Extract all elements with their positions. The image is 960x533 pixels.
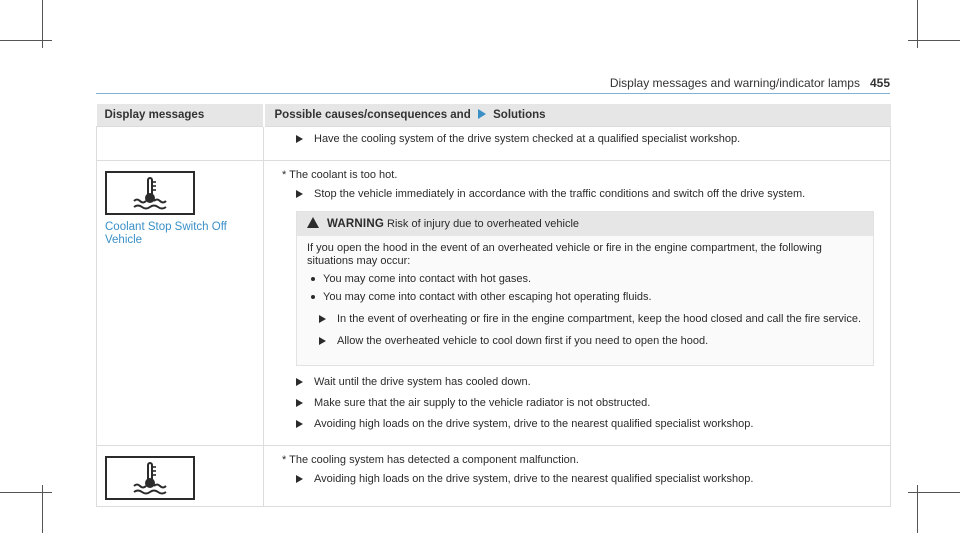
page-number: 455 — [869, 76, 890, 90]
table-header-row — [97, 104, 891, 127]
column-header-display-messages: Display messages — [97, 104, 264, 127]
cause-text: * The coolant is too hot. — [282, 169, 398, 181]
warning-body — [297, 236, 873, 365]
crop-mark — [908, 492, 960, 493]
table-row — [97, 446, 891, 507]
page-header-title: Display messages and warning/indicator lamps — [609, 76, 860, 90]
crop-mark — [0, 492, 52, 493]
solution-step: Stop the vehicle immediately in accordance with the traffic conditions and switch off the drive system. — [274, 188, 882, 201]
list-item: You may come into contact with other escaping hot operating fluids. — [307, 291, 863, 304]
warning-step: In the event of overheating or fire in the engine compartment, keep the hood closed and call the fire service. — [307, 313, 863, 326]
column-header-causes-solutions — [264, 104, 891, 127]
column-header-causes-text: Possible causes/consequences and — [274, 109, 471, 121]
header-rule — [96, 93, 890, 94]
display-message-text: Coolant Stop Switch Off Vehicle — [105, 221, 227, 246]
solutions-arrow-icon — [478, 109, 486, 119]
solution-step: Avoiding high loads on the drive system, drive to the nearest qualified specialist workshop. — [274, 473, 882, 486]
display-messages-table — [96, 104, 891, 507]
page-header — [610, 76, 890, 90]
crop-mark — [908, 40, 960, 41]
warning-step: Allow the overheated vehicle to cool down first if you need to open the hood. — [307, 335, 863, 348]
warning-title: Risk of injury due to overheated vehicle — [387, 218, 580, 230]
warning-text: If you open the hood in the event of an overheated vehicle or fire in the engine compartment, the following situations may occur: — [307, 242, 822, 267]
warning-triangle-icon — [307, 217, 319, 228]
cause-text: * The cooling system has detected a component malfunction. — [282, 454, 579, 466]
warning-label: WARNING — [327, 218, 384, 230]
solution-step: Avoiding high loads on the drive system, drive to the nearest qualified specialist workshop. — [274, 418, 882, 431]
list-item: You may come into contact with hot gases. — [307, 273, 863, 286]
solution-step: Make sure that the air supply to the vehicle radiator is not obstructed. — [274, 397, 882, 410]
coolant-temperature-icon — [105, 456, 195, 500]
crop-mark — [0, 40, 52, 41]
solution-step: Have the cooling system of the drive system checked at a qualified specialist workshop. — [274, 133, 882, 146]
warning-header — [297, 212, 873, 236]
warning-box — [296, 211, 874, 366]
coolant-temperature-icon — [105, 171, 195, 215]
table-row — [97, 127, 891, 161]
solution-step: Wait until the drive system has cooled down. — [274, 376, 882, 389]
column-header-solutions-text: Solutions — [493, 109, 546, 121]
table-row — [97, 161, 891, 446]
